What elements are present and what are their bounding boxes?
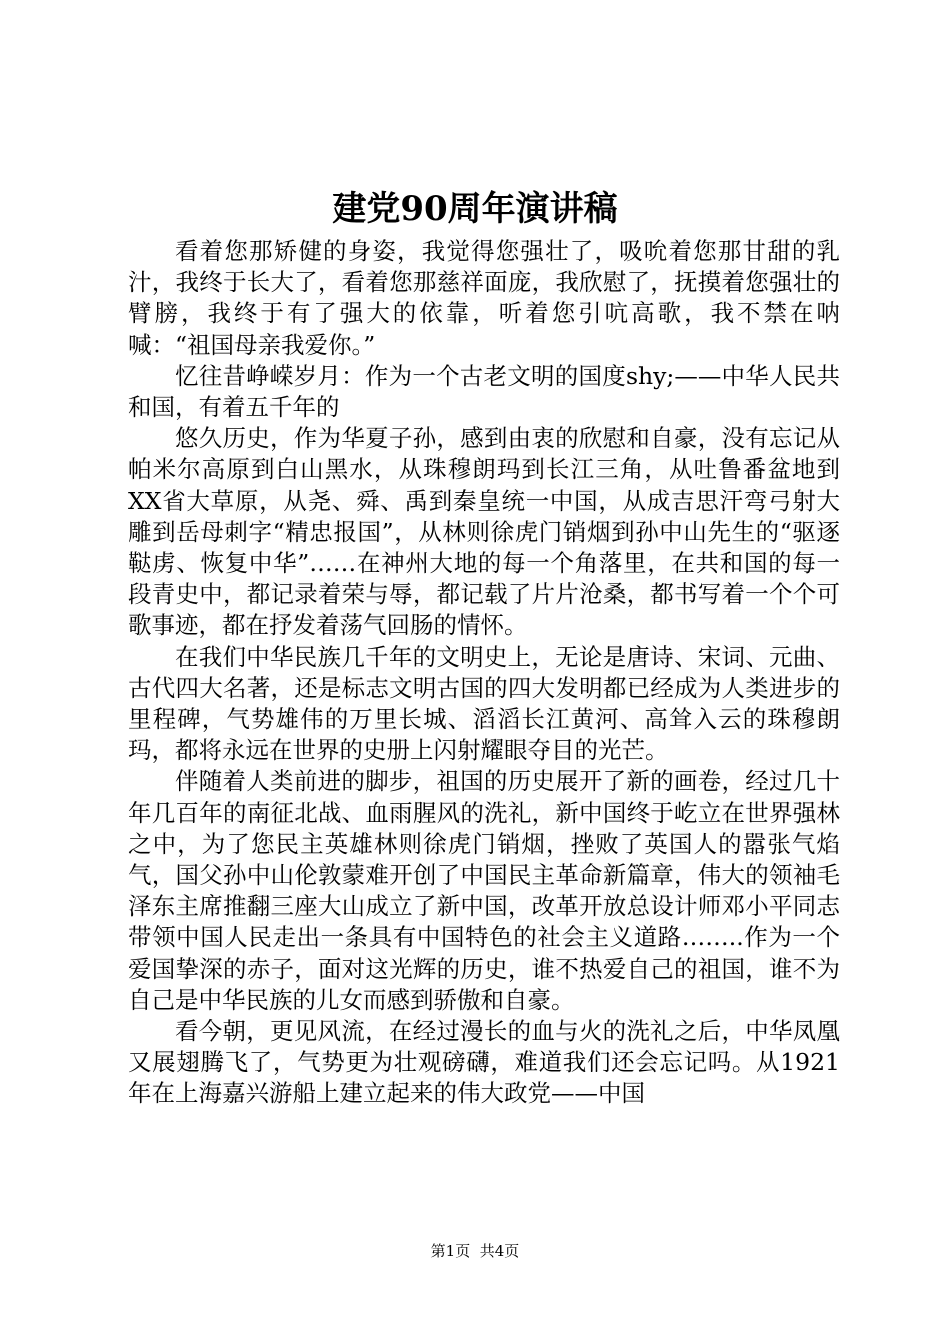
page-number: 第1页 [430, 1242, 471, 1260]
paragraph: 看着您那矫健的身姿，我觉得您强壮了，吸吮着您那甘甜的乳汁，我终于长大了，看着您那慈祥面庞，我欣慰了，抚摸着您强壮的臂膀，我终于有了强大的依靠，听着您引吭高歌，我不禁在呐喊：“祖国母亲我爱你。” [128, 237, 840, 359]
paragraph: 悠久历史，作为华夏子孙，感到由衷的欣慰和自豪，没有忘记从帕米尔高原到白山黑水，从珠穆朗玛到长江三角，从吐鲁番盆地到XX省大草原，从尧、舜、禹到秦皇统一中国，从成吉思汗弯弓射大雕到岳母刺字“精忠报国”，从林则徐虎门销烟到孙中山先生的“驱逐鞑虏、恢复中华”……在神州大地的每一个角落里，在共和国的每一段青史中，都记录着荣与辱，都记载了片片沧桑，都书写着一个个可歌事迹，都在抒发着荡气回肠的情怀。 [128, 424, 840, 640]
paragraph: 忆往昔峥嵘岁月：作为一个古老文明的国度shy;——中华人民共和国，有着五千年的 [128, 361, 840, 422]
paragraph: 伴随着人类前进的脚步，祖国的历史展开了新的画卷，经过几十年几百年的南征北战、血雨腥风的洗礼，新中国终于屹立在世界强林之中，为了您民主英雄林则徐虎门销烟，挫败了英国人的嚣张气焰气，国父孙中山伦敦蒙难开创了中国民主革命新篇章，伟大的领袖毛泽东主席推翻三座大山成立了新中国，改革开放总设计师邓小平同志带领中国人民走出一条具有中国特色的社会主义道路……..作为一个爱国挚深的赤子，面对这光辉的历史，谁不热爱自己的祖国，谁不为自己是中华民族的儿女而感到骄傲和自豪。 [128, 767, 840, 1014]
document-title: 建党90周年演讲稿 [332, 189, 618, 229]
document-body [128, 236, 840, 1110]
page-footer [0, 1241, 950, 1261]
paragraph: 在我们中华民族几千年的文明史上，无论是唐诗、宋词、元曲、古代四大名著，还是标志文明古国的四大发明都已经成为人类进步的里程碑，气势雄伟的万里长城、滔滔长江黄河、高耸入云的珠穆朗玛，都将永远在世界的史册上闪射耀眼夺目的光芒。 [128, 642, 840, 765]
page-total: 共4页 [479, 1242, 520, 1260]
paragraph: 看今朝，更见风流，在经过漫长的血与火的洗礼之后，中华凤凰又展翅腾飞了，气势更为壮观磅礴，难道我们还会忘记吗。从1921年在上海嘉兴游船上建立起来的伟大政党——中国 [128, 1017, 840, 1108]
